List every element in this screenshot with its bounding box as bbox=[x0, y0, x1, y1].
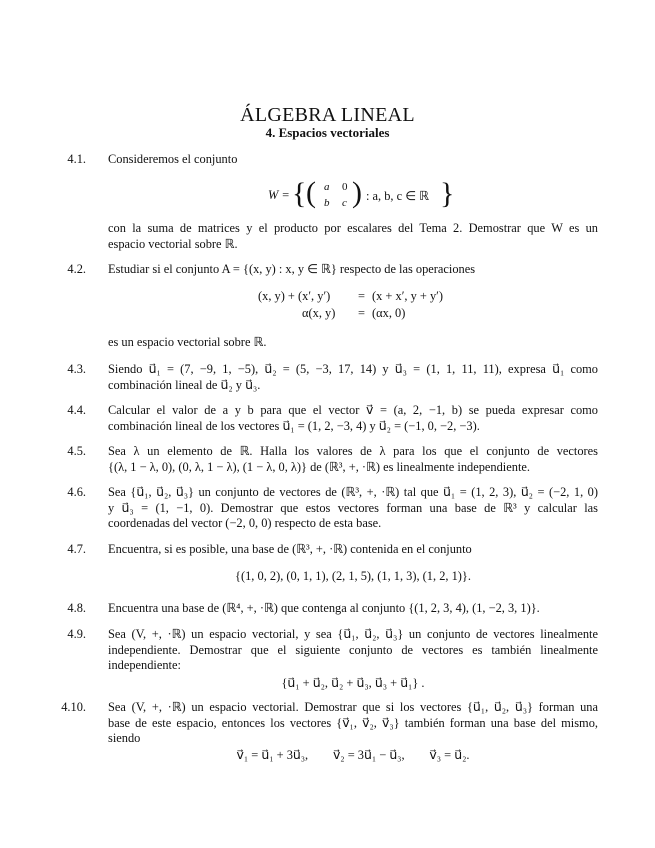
exercise-text: independiente: bbox=[108, 658, 181, 673]
matrix-cell: c bbox=[342, 197, 347, 209]
operation-rhs: (αx, 0) bbox=[372, 306, 406, 320]
exercise-text: combinación lineal de u⃗₂ y u⃗₃. bbox=[108, 377, 261, 392]
left-paren: ( bbox=[306, 176, 316, 209]
exercise-text: Sea {u⃗₁, u⃗₂, u⃗₃} un conjunto de vectores de (ℝ³, +, ·ℝ) tal que u⃗₁ = (1, 2, 3), u⃗₂ = (−2, 1, 0) bbox=[108, 485, 598, 499]
operations-table bbox=[258, 288, 458, 322]
exercise-text: con la suma de matrices y el producto por escalares del Tema 2. Demostrar que W es un bbox=[108, 221, 598, 235]
exercise-number: 4.8. bbox=[67, 601, 86, 615]
exercise-4-5 bbox=[108, 444, 598, 475]
operation-lhs: (x, y) + (x′, y′) bbox=[258, 289, 331, 303]
right-brace: } bbox=[440, 177, 455, 210]
exercise-text: Consideremos el conjunto bbox=[108, 152, 238, 166]
exercise-4-9 bbox=[108, 627, 598, 674]
right-paren: ) bbox=[352, 176, 362, 209]
exercise-text: y u⃗₃ = (1, −1, 0). Demostrar que estos vectores forman una base de ℝ³ y calcular las bbox=[108, 500, 598, 515]
set-label: W = bbox=[268, 188, 290, 202]
exercise-4-7 bbox=[108, 542, 598, 558]
exercise-text: Sea λ un elemento de ℝ. Halla los valores de λ para los que el conjunto de vectores bbox=[108, 444, 598, 458]
exercise-text: {(λ, 1 − λ, 0), (0, λ, 1 − λ), (1 − λ, 0, λ)} de (ℝ³, +, ·ℝ) es linealmente independiente. bbox=[108, 459, 530, 474]
exercise-text: Sea (V, +, ·ℝ) un espacio vectorial, y sea {u⃗₁, u⃗₂, u⃗₃} un conjunto de vectores linealmente bbox=[108, 627, 598, 641]
exercise-text: siendo bbox=[108, 731, 141, 746]
candidate-set: {(1, 0, 2), (0, 1, 1), (2, 1, 5), (1, 1, 3), (1, 2, 1)}. bbox=[235, 569, 471, 583]
vector-definitions: v⃗₁ = u⃗₁ + 3u⃗₃, v⃗₂ = 3u⃗₁ − u⃗₃, v⃗₃ = u⃗₂. bbox=[236, 748, 470, 762]
exercise-number: 4.4. bbox=[67, 403, 86, 417]
exercise-number: 4.9. bbox=[67, 627, 86, 641]
matrix-set-W bbox=[108, 178, 598, 214]
operation-rhs: (x + x′, y + y′) bbox=[372, 289, 444, 303]
matrix-cell: b bbox=[324, 197, 330, 209]
exercise-4-6 bbox=[108, 485, 598, 532]
exercise-text: coordenadas del vector (−2, 0, 0) respecto de esta base. bbox=[108, 516, 382, 531]
exercise-number: 4.1. bbox=[67, 152, 86, 166]
exercise-number: 4.5. bbox=[67, 444, 86, 458]
exercise-4-2-cont bbox=[108, 335, 598, 351]
exercise-text: Sea (V, +, ·ℝ) un espacio vectorial. Demostrar que si los vectores {u⃗₁, u⃗₂, u⃗₃} forman una bbox=[108, 700, 598, 714]
exercise-4-1 bbox=[108, 152, 598, 168]
exercise-4-1-cont bbox=[108, 221, 598, 252]
page-title: ÁLGEBRA LINEAL bbox=[240, 104, 415, 126]
exercise-number: 4.6. bbox=[67, 485, 86, 499]
exercise-number: 4.10. bbox=[61, 700, 86, 714]
exercise-4-2 bbox=[108, 262, 598, 278]
operation-eq: = bbox=[358, 306, 365, 320]
exercise-text: Encuentra, si es posible, una base de (ℝ³, +, ·ℝ) contenida en el conjunto bbox=[108, 542, 472, 556]
exercise-text: es un espacio vectorial sobre ℝ. bbox=[108, 335, 267, 349]
exercise-number: 4.7. bbox=[67, 542, 86, 556]
exercise-number: 4.2. bbox=[67, 262, 86, 276]
exercise-4-8 bbox=[108, 601, 598, 617]
exercise-number: 4.3. bbox=[67, 362, 86, 376]
set-condition: : a, b, c ∈ ℝ bbox=[366, 189, 429, 203]
vector-set: {u⃗₁ + u⃗₂, u⃗₂ + u⃗₃, u⃗₃ + u⃗₁} . bbox=[281, 676, 425, 690]
exercise-4-10 bbox=[108, 700, 598, 747]
matrix-cell: a bbox=[324, 181, 330, 193]
exercise-text: espacio vectorial sobre ℝ. bbox=[108, 236, 238, 251]
matrix-cell: 0 bbox=[342, 181, 348, 193]
exercise-4-3 bbox=[108, 362, 598, 393]
operation-eq: = bbox=[358, 289, 365, 303]
exercise-text: Encuentra una base de (ℝ⁴, +, ·ℝ) que contenga al conjunto {(1, 2, 3, 4), (1, −2, 3, 1)}. bbox=[108, 601, 540, 615]
exercise-text: Calcular el valor de a y b para que el vector v⃗ = (a, 2, −1, b) se pueda expresar como bbox=[108, 403, 598, 417]
exercise-text: Estudiar si el conjunto A = {(x, y) : x, y ∈ ℝ} respecto de las operaciones bbox=[108, 262, 476, 276]
exercise-4-4 bbox=[108, 403, 598, 434]
exercise-text: base de este espacio, entonces los vectores {v⃗₁, v⃗₂, v⃗₃} también forman una base del mismo, bbox=[108, 715, 598, 730]
exercise-text: combinación lineal de los vectores u⃗₁ = (1, 2, −3, 4) y u⃗₂ = (−1, 0, −2, −3). bbox=[108, 418, 480, 433]
exercise-text: independiente. Demostrar que el siguiente conjunto de vectores es también linealmente bbox=[108, 642, 598, 657]
operation-lhs: α(x, y) bbox=[302, 306, 336, 320]
left-brace: { bbox=[292, 177, 307, 210]
exercise-text: Siendo u⃗₁ = (7, −9, 1, −5), u⃗₂ = (5, −3, 17, 14) y u⃗₃ = (1, 1, 11, 11), expresa u⃗₁ como bbox=[108, 362, 598, 376]
section-subtitle: 4. Espacios vectoriales bbox=[265, 125, 390, 140]
